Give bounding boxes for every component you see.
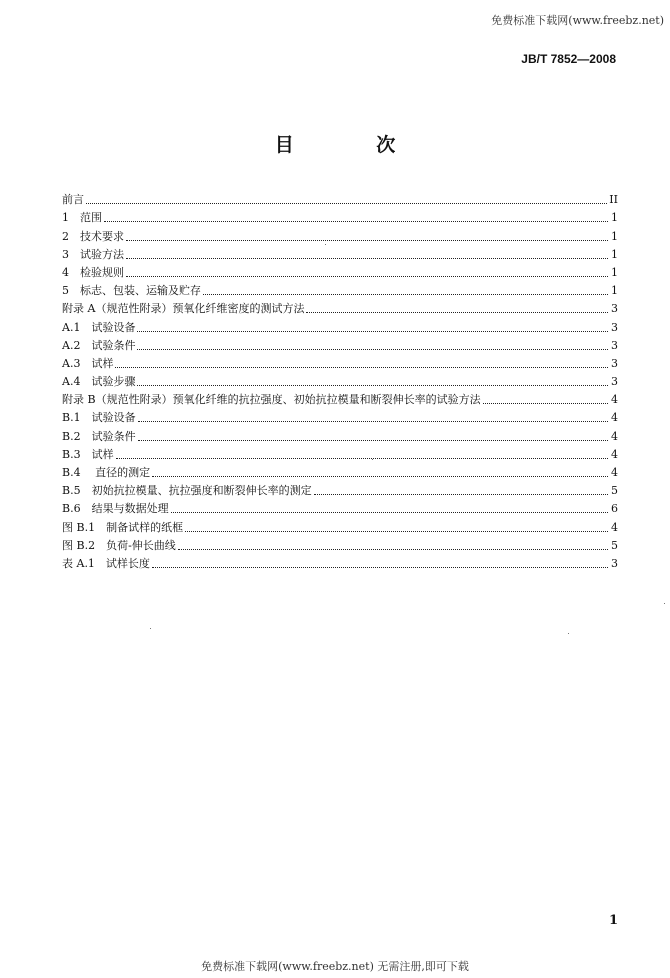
toc-entry-3[interactable]: [62, 244, 618, 262]
toc-entry-page: 4: [611, 429, 618, 443]
scan-speck: [372, 459, 373, 460]
watermark-bottom: 免费标准下载网(www.freebz.net) 无需注册,即可下载: [201, 960, 469, 973]
toc-entry-5[interactable]: [62, 280, 618, 298]
dot-leader: [116, 458, 608, 459]
dot-leader: [137, 385, 608, 386]
table-of-contents: [62, 189, 618, 571]
toc-entry-label: B.3 试样: [62, 447, 114, 461]
toc-entry-a2[interactable]: [62, 335, 618, 353]
toc-entry-label: A.3 试样: [62, 356, 114, 370]
dot-leader: [126, 240, 608, 241]
toc-entry-label: B.1 试验设备: [62, 411, 136, 425]
toc-entry-b2[interactable]: [62, 425, 618, 443]
toc-entry-page: 4: [611, 393, 618, 407]
dot-leader: [306, 312, 608, 313]
dot-leader: [137, 349, 608, 350]
toc-entry-label: B.5 初始抗拉模量、抗拉强度和断裂伸长率的测定: [62, 484, 312, 498]
toc-entry-figure-b2[interactable]: [62, 535, 618, 553]
dot-leader: [138, 421, 608, 422]
toc-entry-page: 3: [611, 356, 618, 370]
scan-speck: [325, 244, 326, 245]
toc-entry-foreword[interactable]: [62, 189, 618, 207]
toc-entry-b5[interactable]: [62, 480, 618, 498]
toc-entry-label: 图 B.1 制备试样的纸框: [62, 520, 184, 534]
scan-speck: [664, 603, 665, 604]
toc-entry-label: B.2 试验条件: [62, 429, 136, 443]
toc-entry-page: 1: [611, 247, 618, 261]
toc-entry-2[interactable]: [62, 225, 618, 243]
toc-entry-page: 5: [611, 538, 618, 552]
toc-entry-annex-a[interactable]: [62, 298, 618, 316]
toc-entry-page: 4: [611, 447, 618, 461]
toc-entry-b1[interactable]: [62, 407, 618, 425]
toc-entry-label: A.1 试验设备: [62, 320, 136, 334]
toc-entry-1[interactable]: [62, 207, 618, 225]
toc-entry-label: A.2 试验条件: [62, 338, 136, 352]
toc-entry-label: 图 B.2 负荷-伸长曲线: [62, 538, 176, 552]
toc-entry-annex-b[interactable]: [62, 389, 618, 407]
toc-entry-page: 4: [611, 411, 618, 425]
toc-entry-label: 前言: [62, 193, 84, 207]
dot-leader: [314, 494, 608, 495]
dot-leader: [104, 221, 608, 222]
scan-speck: [568, 633, 569, 634]
toc-entry-page: 3: [611, 302, 618, 316]
dot-leader: [137, 331, 608, 332]
dot-leader: [178, 549, 608, 550]
toc-entry-a4[interactable]: [62, 371, 618, 389]
toc-entry-page: II: [609, 193, 618, 207]
dot-leader: [86, 203, 607, 204]
toc-entry-label: B.6 结果与数据处理: [62, 502, 169, 516]
toc-entry-page: 4: [611, 466, 618, 479]
toc-entry-label: A.4 试验步骤: [62, 375, 136, 389]
dot-leader: [126, 258, 608, 259]
toc-entry-page: 5: [611, 484, 618, 498]
toc-entry-table-a1[interactable]: [62, 553, 618, 571]
toc-entry-b3[interactable]: [62, 444, 618, 462]
toc-entry-figure-b1[interactable]: [62, 516, 618, 534]
toc-entry-page: 3: [611, 320, 618, 334]
toc-entry-label: 附录 B（规范性附录）预氧化纤维的抗拉强度、初始抗拉模量和断裂伸长率的试验方法: [62, 393, 481, 407]
toc-entry-page: 1: [611, 229, 618, 243]
dot-leader: [115, 367, 608, 368]
page-title: 目 次: [274, 134, 434, 156]
toc-entry-4[interactable]: [62, 262, 618, 280]
dot-leader: [138, 440, 608, 441]
toc-entry-label: 表 A.1 试样长度: [62, 556, 150, 570]
dot-leader: [152, 567, 608, 568]
toc-entry-b6[interactable]: [62, 498, 618, 516]
toc-entry-page: 6: [611, 502, 618, 516]
toc-entry-b4[interactable]: [62, 462, 618, 480]
toc-entry-label: 4 检验规则: [62, 265, 124, 279]
toc-entry-page: 1: [611, 211, 618, 225]
toc-entry-page: 1: [611, 265, 618, 279]
page-number: 1: [608, 913, 618, 928]
dot-leader: [185, 531, 608, 532]
toc-entry-label: 1 范围: [62, 211, 102, 225]
dot-leader: [126, 276, 608, 277]
toc-entry-page: 3: [611, 375, 618, 389]
toc-entry-page: 1: [611, 284, 618, 298]
toc-entry-a3[interactable]: [62, 353, 618, 371]
toc-entry-label: 5 标志、包装、运输及贮存: [62, 284, 201, 298]
toc-entry-page: 3: [611, 556, 618, 570]
toc-entry-label: B.4 直径的测定: [62, 466, 151, 479]
dot-leader: [203, 294, 608, 295]
watermark-top: 免费标准下载网(www.freebz.net): [491, 14, 664, 27]
toc-entry-label: 3 试验方法: [62, 247, 124, 261]
toc-entry-page: 4: [611, 520, 618, 534]
toc-entry-page: 3: [611, 338, 618, 352]
dot-leader: [152, 476, 608, 477]
toc-entry-label: 2 技术要求: [62, 229, 124, 243]
scan-speck: [150, 628, 151, 629]
dot-leader: [171, 512, 608, 513]
standard-number: JB/T 7852—2008: [521, 52, 616, 66]
toc-entry-a1[interactable]: [62, 316, 618, 334]
dot-leader: [483, 403, 608, 404]
toc-entry-label: 附录 A（规范性附录）预氧化纤维密度的测试方法: [62, 302, 305, 316]
